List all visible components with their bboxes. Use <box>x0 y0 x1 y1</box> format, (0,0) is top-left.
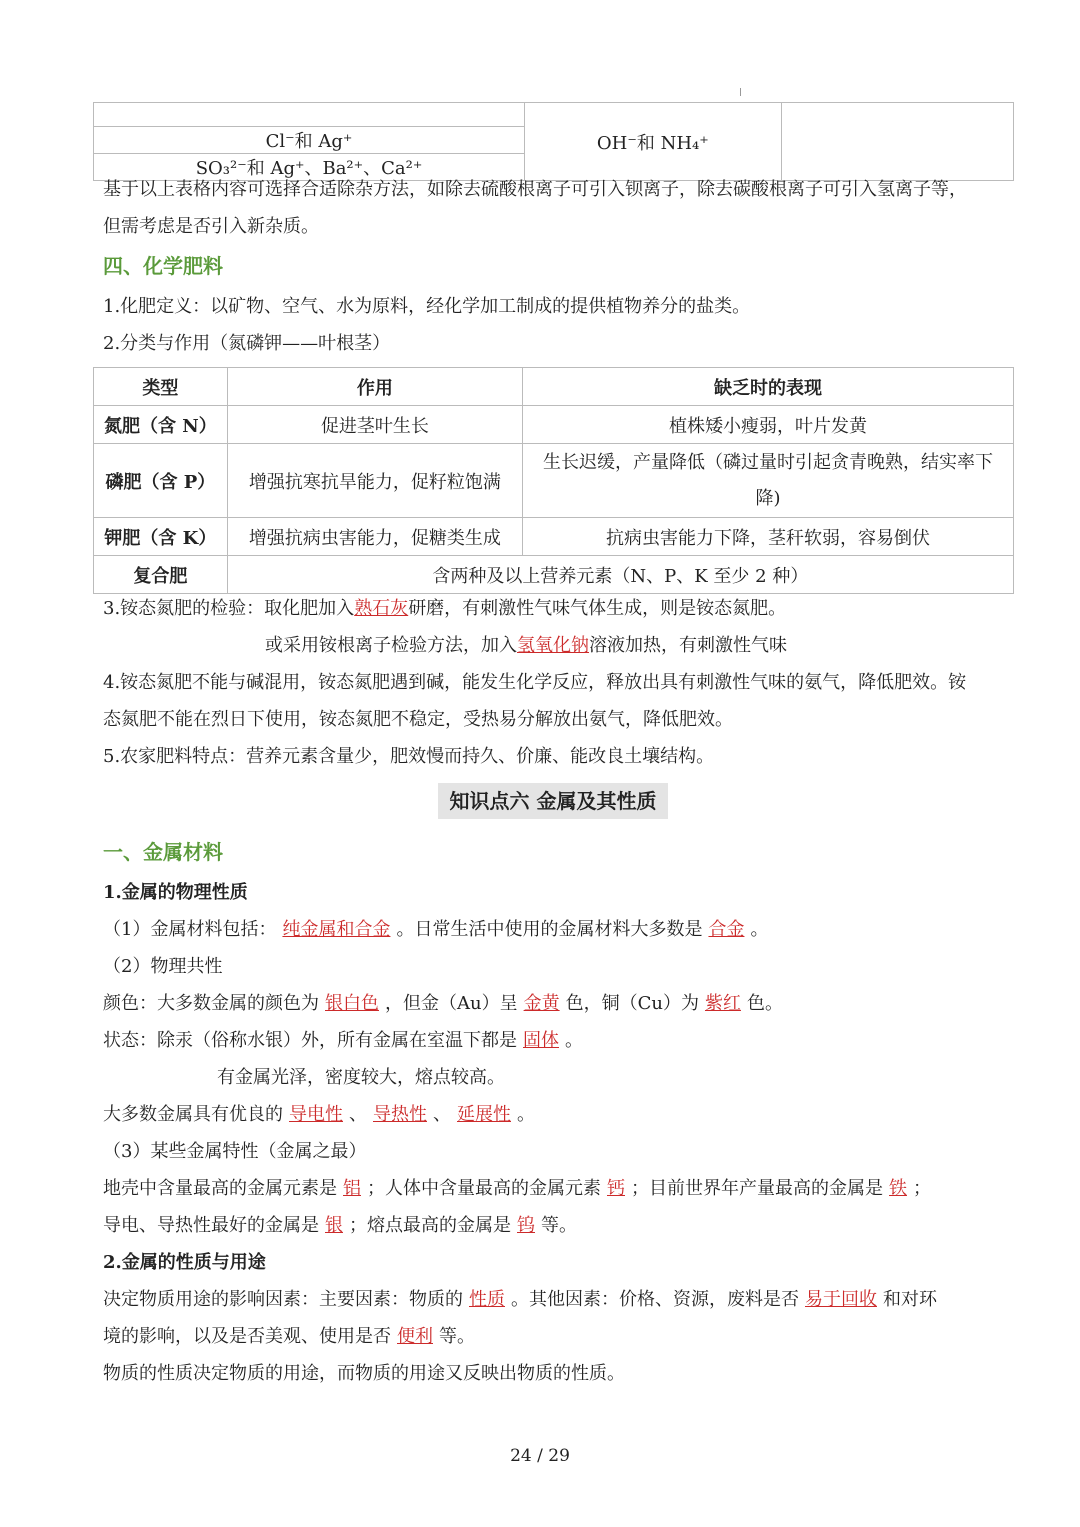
base-paragraph-line1: 基于以上表格内容可选择合适除杂方法，如除去硫酸根离子可引入钡离子，除去碳酸根离子可引入氢离子等， <box>103 179 967 200</box>
text: 。 <box>750 919 769 940</box>
text: 决定物质用途的影响因素：主要因素：物质的 <box>103 1289 463 1310</box>
answer: 合金 <box>708 919 745 940</box>
section1-title: 一、金属材料 <box>103 840 223 864</box>
row-nitrogen-lack: 植株矮小瘦弱，叶片发黄 <box>523 406 1014 444</box>
ammonium-test-line <box>103 597 786 621</box>
text: 、 <box>349 1104 367 1125</box>
answer: 氢氧化钠 <box>517 635 589 656</box>
ion-table-row2: SO₃²⁻和 Ag⁺、Ba²⁺、Ca²⁺ <box>94 154 525 181</box>
text: （1）金属材料包括： <box>103 919 277 940</box>
ammonium-caution-line1: 4.铵态氮肥不能与碱混用，铵态氮肥遇到碱，能发生化学反应，释放出具有刺激性气味的氨气，降低肥效。铵 <box>103 672 967 693</box>
header-effect: 作用 <box>227 368 522 406</box>
usage-factors-line2 <box>103 1325 475 1349</box>
row-phosphorus-lack <box>523 444 1014 518</box>
ion-table-empty-cell <box>94 103 525 127</box>
answer: 性质 <box>469 1289 505 1310</box>
row-phosphorus-lack-line2: 降) <box>755 487 781 509</box>
common-properties-line: （2）物理共性 <box>103 956 223 977</box>
metal-records-line1 <box>103 1177 931 1201</box>
text: 研磨，有刺激性气味气体生成，则是铵态氮肥。 <box>408 598 787 619</box>
knowledge-point-title: 知识点六 金属及其性质 <box>438 783 668 819</box>
text: 溶液加热，有刺激性气味 <box>589 635 787 656</box>
answer: 金黄 <box>523 993 560 1014</box>
text: 颜色：大多数金属的颜色为 <box>103 993 319 1014</box>
text: 色，铜（Cu）为 <box>565 993 699 1014</box>
ammonium-test-alt-line <box>265 634 787 658</box>
margin-mark <box>740 88 741 96</box>
text: 地壳中含量最高的金属元素是 <box>103 1178 337 1199</box>
fertilizer-classification: 2.分类与作用（氮磷钾——叶根茎） <box>103 333 391 354</box>
answer: 钙 <box>607 1178 625 1199</box>
answer: 固体 <box>523 1030 559 1051</box>
answer: 易于回收 <box>805 1289 877 1310</box>
answer: 延展性 <box>457 1104 511 1125</box>
text: 和对环 <box>883 1289 937 1310</box>
answer: 熟石灰 <box>354 598 409 619</box>
state-line <box>103 1029 583 1053</box>
row-potassium-lack: 抗病虫害能力下降，茎秆软弱，容易倒伏 <box>523 518 1014 556</box>
ammonium-caution-line2: 态氮肥不能在烈日下使用，铵态氮肥不稳定，受热易分解放出氨气，降低肥效。 <box>103 709 733 730</box>
answer: 铁 <box>889 1178 907 1199</box>
fertilizer-definition: 1.化肥定义：以矿物、空气、水为原料，经化学加工制成的提供植物养分的盐类。 <box>103 296 751 317</box>
ion-table-right-cell <box>781 103 1013 181</box>
color-line <box>103 992 783 1016</box>
base-paragraph-line2: 但需考虑是否引入新杂质。 <box>103 216 319 237</box>
answer: 纯金属和合金 <box>282 919 391 940</box>
text: 等。 <box>439 1326 475 1347</box>
row-phosphorus-effect: 增强抗寒抗旱能力，促籽粒饱满 <box>227 444 522 518</box>
text: 境的影响，以及是否美观、使用是否 <box>103 1326 391 1347</box>
row-compound-type: 复合肥 <box>94 556 228 594</box>
section4-title: 四、化学肥料 <box>103 254 223 278</box>
fertilizer-table <box>93 367 1014 594</box>
text: ；目前世界年产量最高的金属是 <box>631 1178 883 1199</box>
page-number: 24 / 29 <box>510 1446 570 1466</box>
text: 、 <box>433 1104 451 1125</box>
text: 大多数金属具有优良的 <box>103 1104 283 1125</box>
row-potassium-effect: 增强抗病虫害能力，促糖类生成 <box>227 518 522 556</box>
answer: 导电性 <box>289 1104 343 1125</box>
text: ；熔点最高的金属是 <box>349 1215 511 1236</box>
special-properties-line: （3）某些金属特性（金属之最） <box>103 1141 367 1162</box>
subsection2-title: 2.金属的性质与用途 <box>103 1252 266 1273</box>
row-potassium-type: 钾肥（含 K） <box>94 518 228 556</box>
text: 导电、导热性最好的金属是 <box>103 1215 319 1236</box>
answer: 便利 <box>397 1326 433 1347</box>
ion-table-row1: Cl⁻和 Ag⁺ <box>94 127 525 154</box>
header-type: 类型 <box>94 368 228 406</box>
text: 。 <box>517 1104 535 1125</box>
conductivity-line <box>103 1103 535 1127</box>
answer: 铝 <box>343 1178 361 1199</box>
header-lack: 缺乏时的表现 <box>523 368 1014 406</box>
answer: 钨 <box>517 1215 535 1236</box>
answer: 导热性 <box>373 1104 427 1125</box>
property-usage-relation: 物质的性质决定物质的用途，而物质的用途又反映出物质的性质。 <box>103 1363 625 1384</box>
manure-feature-line: 5.农家肥料特点：营养元素含量少，肥效慢而持久、价廉、能改良土壤结构。 <box>103 746 715 767</box>
text: 。其他因素：价格、资源，废料是否 <box>511 1289 799 1310</box>
text: ； <box>913 1178 931 1199</box>
answer: 紫红 <box>704 993 741 1014</box>
row-nitrogen-type: 氮肥（含 N） <box>94 406 228 444</box>
row-nitrogen-effect: 促进茎叶生长 <box>227 406 522 444</box>
text: 或采用铵根离子检验方法，加入 <box>265 635 517 656</box>
metal-records-line2 <box>103 1214 577 1238</box>
row-phosphorus-lack-line1: 生长迟缓，产量降低（磷过量时引起贪青晚熟，结实率下 <box>543 451 994 473</box>
text: ，但金（Au）呈 <box>385 993 518 1014</box>
text: 。 <box>565 1030 583 1051</box>
text: 等。 <box>541 1215 577 1236</box>
text: 状态：除汞（俗称水银）外，所有金属在室温下都是 <box>103 1030 517 1051</box>
row-compound-desc: 含两种及以上营养元素（N、P、K 至少 2 种） <box>227 556 1013 594</box>
metal-materials-line <box>103 918 768 942</box>
answer: 银白色 <box>325 993 379 1014</box>
luster-line: 有金属光泽，密度较大，熔点较高。 <box>217 1067 505 1088</box>
ion-table <box>93 102 1014 181</box>
usage-factors-line1 <box>103 1288 937 1312</box>
text: 3.铵态氮肥的检验：取化肥加入 <box>103 598 355 619</box>
text: 色。 <box>746 993 783 1014</box>
row-phosphorus-type: 磷肥（含 P） <box>94 444 228 518</box>
subsection1-title: 1.金属的物理性质 <box>103 882 248 903</box>
text: ；人体中含量最高的金属元素 <box>367 1178 601 1199</box>
ion-table-middle-cell: OH⁻和 NH₄⁺ <box>525 103 781 181</box>
answer: 银 <box>325 1215 343 1236</box>
text: 。日常生活中使用的金属材料大多数是 <box>396 919 703 940</box>
